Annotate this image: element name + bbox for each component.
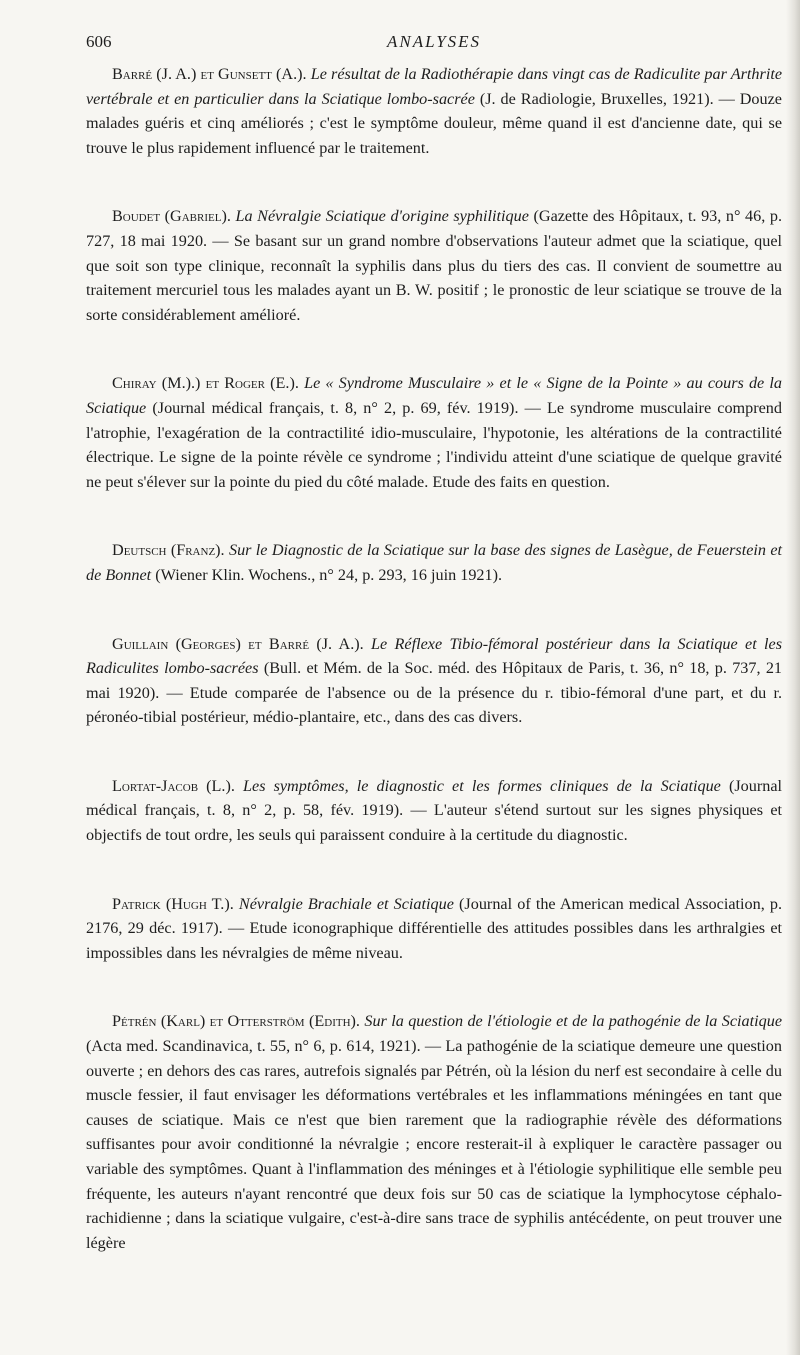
bibliography-entry bbox=[86, 892, 782, 966]
entry-authors: Pétrén (Karl) et Otterström (Edith). bbox=[112, 1012, 360, 1031]
entry-authors: Chiray (M.).) et Roger (E.). bbox=[112, 374, 299, 393]
entry-summary: (Journal médical français, t. 8, n° 2, p. 58, fév. 1919). — L'auteur s'étend surtout sur les signes physiques et objectifs de tout ordre, les seuls qui paraissent conduire à la certitude du diagnostic. bbox=[86, 776, 783, 845]
entry-summary: (J. de Radiologie, Bruxelles, 1921). — Douze malades guéris et cinq améliorés ; c'est le symptôme douleur, même quand il est d'ancienne date, qui se trouve le plus rapidement influencé par le traitement. bbox=[86, 89, 782, 157]
entry-summary: (Journal of the American medical Association, p. 2176, 29 déc. 1917). — Etude iconographique différentielle des attitudes possibles dans les arthralgies et impossibles dans les névralgies de même niveau. bbox=[86, 894, 783, 962]
entry-summary: (Bull. et Mém. de la Soc. méd. des Hôpitaux de Paris, t. 36, n° 18, p. 737, 21 mai 1920). — Etude comparée de l'absence ou de la présence du r. tibio-fémoral d'une part, et du r. péronéo-tibial postérieur, médio-plantaire, etc., dans des cas divers. bbox=[86, 659, 783, 727]
entry-title: La Névralgie Sciatique d'origine syphilitique bbox=[235, 207, 529, 226]
page-edge-shadow bbox=[786, 0, 800, 1355]
entry-authors: Patrick (Hugh T.). bbox=[112, 894, 234, 913]
entry-authors: Deutsch (Franz). bbox=[112, 541, 225, 560]
entry-title: Sur la question de l'étiologie et de la pathogénie de la Sciatique bbox=[364, 1012, 782, 1031]
entry-authors: Barré (J. A.) et Gunsett (A.). bbox=[112, 65, 307, 83]
page-header bbox=[86, 28, 782, 62]
entry-summary: (Wiener Klin. Wochens., n° 24, p. 293, 16 juin 1921). bbox=[155, 565, 503, 584]
bibliography-entry bbox=[86, 371, 782, 494]
bibliography-entry bbox=[86, 774, 782, 848]
running-head: ANALYSES bbox=[386, 32, 482, 51]
entry-title: Sur le Diagnostic de la Sciatique sur la base des signes de Lasègue, de Feuerstein et de Bonnet bbox=[86, 541, 783, 584]
entry-authors: Lortat-Jacob (L.). bbox=[112, 776, 235, 795]
entry-title: Le « Syndrome Musculaire » et le « Signe de la Pointe » au cours de la Sciatique bbox=[86, 374, 782, 417]
bibliography-entry bbox=[86, 632, 782, 730]
document-page bbox=[86, 28, 782, 1299]
entry-title: Névralgie Brachiale et Sciatique bbox=[238, 894, 454, 913]
entry-summary: (Acta med. Scandinavica, t. 55, n° 6, p. 614, 1921). — La pathogénie de la sciatique demeure une question ouverte ; en dehors des cas rares, autrefois signalés par Pétrén, où la lésion du nerf est secondaire à celle du muscle fessier, il faut envisager les déformations vertébrales et les inflammations méningées en tant que causes de sciatique. Mais ce n'est que bien rarement que la radiographie révèle des déformations suffisantes pour avoir conditionné la névralgie ; encore resterait-il à expliquer le caractère passager ou variable des symptômes. Quant à l'inflammation des méninges et à l'étiologie syphilitique elle semble peu fréquente, les auteurs n'ayant rencontré que deux fois sur 50 cas de sciatique la lymphocytose céphalo-rachidienne ; dans la sciatique vulgaire, c'est-à-dire sans trace de syphilis antécédente, on peut trouver une légère bbox=[86, 1037, 782, 1252]
entry-authors: Guillain (Georges) et Barré (J. A.). bbox=[112, 634, 364, 653]
bibliography-entry bbox=[86, 538, 782, 587]
entry-authors: Boudet (Gabriel). bbox=[112, 207, 231, 226]
entry-title: Les symptômes, le diagnostic et les formes cliniques de la Sciatique bbox=[243, 776, 721, 795]
entry-title: Le Réflexe Tibio-fémoral postérieur dans la Sciatique et les Radiculites lombo-sacrées bbox=[86, 634, 783, 678]
bibliography-entry bbox=[86, 62, 782, 160]
page-number: 606 bbox=[86, 32, 112, 51]
bibliography-entry bbox=[86, 1009, 782, 1255]
entry-summary: (Journal médical français, t. 8, n° 2, p. 69, fév. 1919). — Le syndrome musculaire comprend l'atrophie, l'exagération de la contractilité idio-musculaire, l'hypotonie, les altérations de la contractilité électrique. Le signe de la pointe révèle ce syndrome ; l'individu atteint d'une sciatique de quelque gravité ne peut s'élever sur la pointe du pied du côté malade. Etude des faits en question. bbox=[86, 398, 782, 491]
entry-title: Le résultat de la Radiothérapie dans vingt cas de Radiculite par Arthrite vertébrale et en particulier dans la Sciatique lombo-sacrée bbox=[86, 65, 783, 108]
entry-summary: (Gazette des Hôpitaux, t. 93, n° 46, p. 727, 18 mai 1920. — Se basant sur un grand nombre d'observations l'auteur admet que la sciatique, quel que soit son type clinique, reconnaît la syphilis dans plus du tiers des cas. Il convient de soumettre au traitement mercuriel tous les malades ayant un B. W. positif ; le pronostic de leur sciatique se trouve de la sorte considérablement amélioré. bbox=[86, 207, 783, 324]
bibliography-entry bbox=[86, 204, 782, 327]
